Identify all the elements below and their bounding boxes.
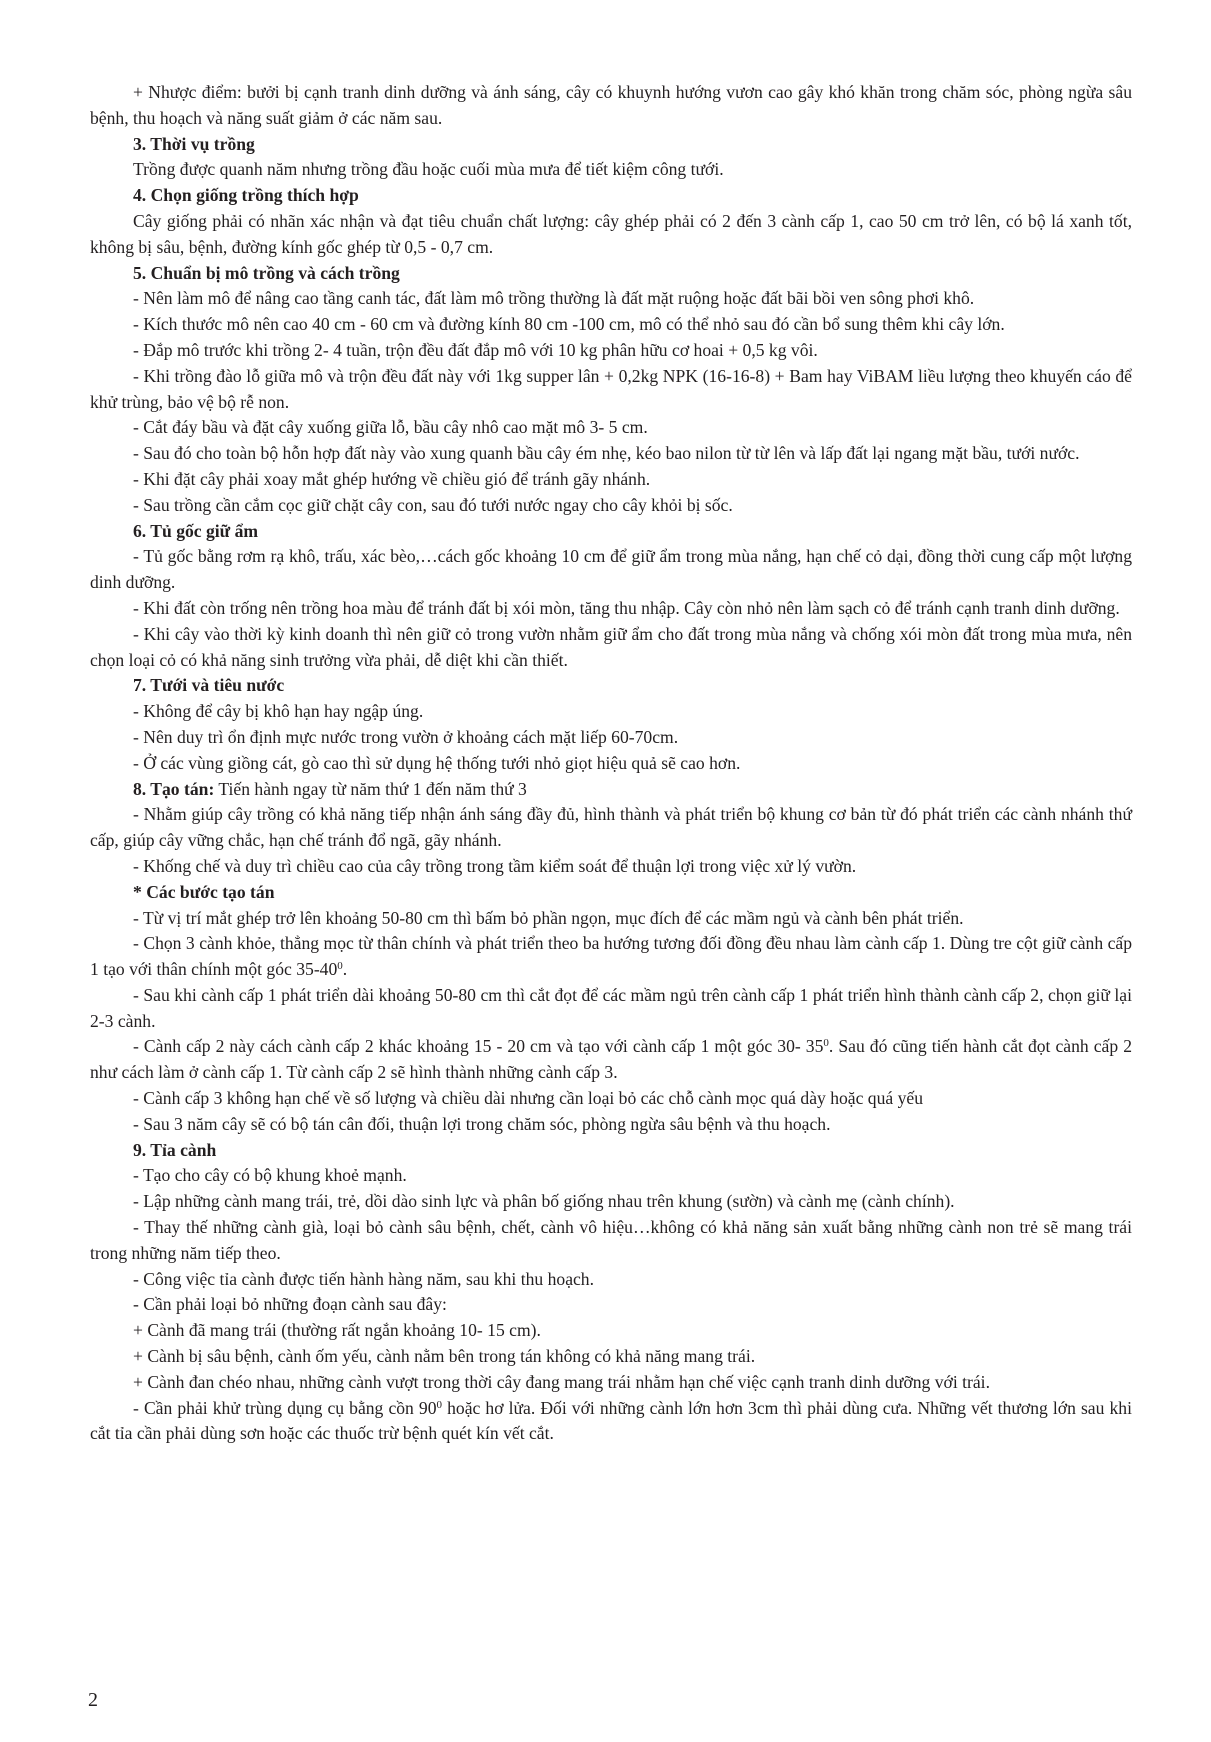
- body-paragraph: - Khi đất còn trống nên trồng hoa màu để tránh đất bị xói mòn, tăng thu nhập. Cây còn nhỏ nên làm sạch cỏ để tránh cạnh tranh dinh dưỡng.: [133, 597, 1120, 618]
- body-paragraph: - Lập những cành mang trái, trẻ, dồi dào sinh lực và phân bố giống nhau trên khung (sườn) và cành mẹ (cành chính).: [133, 1191, 955, 1212]
- body-paragraph: [90, 931, 1132, 983]
- body-paragraph: Trồng được quanh năm nhưng trồng đầu hoặc cuối mùa mưa để tiết kiệm công tưới.: [133, 159, 724, 180]
- paragraph-text: - Cần phải khử trùng dụng cụ bằng cồn 90: [133, 1397, 437, 1418]
- section-heading-text: Tiến hành ngay từ năm thứ 1 đến năm thứ 3: [214, 778, 527, 799]
- body-paragraph: [90, 1034, 1132, 1086]
- paragraph-text: - Cành cấp 2 này cách cành cấp 2 khác khoảng 15 - 20 cm và tạo với cành cấp 1 một góc 30- 35: [133, 1036, 824, 1057]
- superscript: 0: [823, 1037, 829, 1050]
- body-paragraph: - Nên làm mô để nâng cao tầng canh tác, đất làm mô trồng thường là đất mặt ruộng hoặc đất bãi bồi ven sông phơi khô.: [133, 288, 975, 309]
- body-paragraph: - Thay thế những cành già, loại bỏ cành sâu bệnh, chết, cành vô hiệu…không có khả năng sản xuất bằng những cành non trẻ sẽ mang trái trong những năm tiếp theo.: [90, 1217, 1132, 1263]
- body-paragraph: - Từ vị trí mắt ghép trở lên khoảng 50-80 cm thì bấm bỏ phần ngọn, mục đích để các mầm ngủ và cành bên phát triển.: [133, 907, 964, 928]
- body-paragraph: - Khi trồng đào lỗ giữa mô và trộn đều đất này với 1kg supper lân + 0,2kg NPK (16-16-8) + Bam hay ViBAM liều lượng theo khuyến cáo để khử trùng, bảo vệ bộ rễ non.: [90, 365, 1132, 412]
- body-paragraph: - Khi cây vào thời kỳ kinh doanh thì nên giữ cỏ trong vườn nhằm giữ ẩm cho đất trong mùa nắng và chống xói mòn đất trong mùa mưa, nên chọn loại cỏ có khả năng sinh trưởng vừa phải, dễ diệt khi cần thiết.: [90, 623, 1132, 670]
- body-paragraph: - Nhằm giúp cây trồng có khả năng tiếp nhận ánh sáng đầy đủ, hình thành và phát triển bộ khung cơ bản từ đó phát triển các cành nhánh thứ cấp, giúp cây vững chắc, hạn chế tránh đổ ngã, gãy nhánh.: [90, 804, 1132, 851]
- body-paragraph: - Cành cấp 3 không hạn chế về số lượng và chiều dài nhưng cần loại bỏ các chỗ cành mọc quá dày hoặc quá yếu: [133, 1088, 924, 1109]
- section-heading: 7. Tưới và tiêu nước: [133, 675, 285, 696]
- section-heading-label: 8. Tạo tán:: [133, 778, 215, 799]
- body-paragraph: - Tạo cho cây có bộ khung khoẻ mạnh.: [133, 1165, 407, 1186]
- body-paragraph: - Đắp mô trước khi trồng 2- 4 tuần, trộn đều đất đắp mô với 10 kg phân hữu cơ hoai + 0,5 kg vôi.: [133, 339, 818, 360]
- paragraph-text-continued: hoặc hơ lửa. Đối với những cành lớn hơn 3cm thì phải dùng cưa. Những vết thương lớn sau khi cắt tỉa cần phải dùng sơn hoặc các thuốc trừ bệnh quét kín vết cắt.: [90, 1397, 1132, 1444]
- body-paragraph: + Cành đan chéo nhau, những cành vượt trong thời cây đang mang trái nhằm hạn chế việc cạnh tranh dinh dưỡng với trái.: [133, 1371, 990, 1392]
- body-paragraph: - Khi đặt cây phải xoay mắt ghép hướng về chiều gió để tránh gãy nhánh.: [133, 468, 651, 489]
- body-paragraph: - Sau đó cho toàn bộ hỗn hợp đất này vào xung quanh bầu cây ém nhẹ, kéo bao nilon từ từ lên và lấp đất lại ngang mặt bầu, tưới nước.: [133, 443, 1080, 464]
- section-heading: * Các bước tạo tán: [133, 881, 275, 902]
- body-paragraph: - Kích thước mô nên cao 40 cm - 60 cm và đường kính 80 cm -100 cm, mô có thể nhỏ sau đó cần bổ sung thêm khi cây lớn.: [133, 314, 1005, 335]
- body-paragraph: Cây giống phải có nhãn xác nhận và đạt tiêu chuẩn chất lượng: cây ghép phải có 2 đến 3 cành cấp 1, cao 50 cm trở lên, có bộ lá xanh tốt, không bị sâu, bệnh, đường kính gốc ghép từ 0,5 - 0,7 cm.: [90, 210, 1132, 257]
- body-paragraph: - Sau khi cành cấp 1 phát triển dài khoảng 50-80 cm thì cắt đọt để các mầm ngủ trên cành cấp 1 phát triển hình thành cành cấp 2, chọn giữ lại 2-3 cành.: [90, 984, 1132, 1031]
- body-paragraph: - Cần phải loại bỏ những đoạn cành sau đây:: [133, 1294, 447, 1315]
- superscript: 0: [337, 960, 343, 973]
- page-number: 2: [88, 1689, 98, 1711]
- body-paragraph: - Sau 3 năm cây sẽ có bộ tán cân đối, thuận lợi trong chăm sóc, phòng ngừa sâu bệnh và thu hoạch.: [133, 1113, 831, 1134]
- body-paragraph: - Khống chế và duy trì chiều cao của cây trồng trong tầm kiểm soát để thuận lợi trong việc xử lý vườn.: [133, 855, 857, 876]
- body-paragraph: - Nên duy trì ổn định mực nước trong vườn ở khoảng cách mặt liếp 60-70cm.: [133, 726, 679, 747]
- body-paragraph: - Tủ gốc bằng rơm rạ khô, trấu, xác bèo,…cách gốc khoảng 10 cm để giữ ẩm trong mùa nắng, hạn chế cỏ dại, đồng thời cung cấp một lượng dinh dưỡng.: [90, 546, 1132, 593]
- superscript: 0: [436, 1398, 443, 1411]
- section-heading: 6. Tủ gốc giữ ẩm: [133, 520, 259, 541]
- body-paragraph: - Ở các vùng giồng cát, gò cao thì sử dụng hệ thống tưới nhỏ giọt hiệu quả sẽ cao hơn.: [133, 752, 741, 773]
- body-paragraph: - Không để cây bị khô hạn hay ngập úng.: [133, 701, 424, 722]
- body-paragraph: + Cành bị sâu bệnh, cành ốm yếu, cành nằm bên trong tán không có khả năng mang trái.: [133, 1346, 756, 1367]
- page-body: [90, 80, 1132, 1447]
- body-paragraph: + Nhược điểm: bưởi bị cạnh tranh dinh dưỡng và ánh sáng, cây có khuynh hướng vươn cao gây khó khăn trong chăm sóc, phòng ngừa sâu bệnh, thu hoạch và năng suất giảm ở các năm sau.: [90, 82, 1132, 128]
- body-paragraph: - Công việc tỉa cành được tiến hành hàng năm, sau khi thu hoạch.: [133, 1268, 595, 1289]
- body-paragraph: + Cành đã mang trái (thường rất ngắn khoảng 10- 15 cm).: [133, 1320, 541, 1341]
- paragraph-text-continued: . Sau đó cũng tiến hành cắt đọt cành cấp 2 như cách làm ở cành cấp 1. Từ cành cấp 2 sẽ hình thành những cành cấp 3.: [90, 1036, 1133, 1083]
- section-heading-with-text: [90, 777, 1132, 803]
- body-paragraph: - Cắt đáy bầu và đặt cây xuống giữa lỗ, bầu cây nhô cao mặt mô 3- 5 cm.: [133, 417, 648, 438]
- section-heading: 9. Tỉa cành: [133, 1139, 217, 1160]
- section-heading: 5. Chuẩn bị mô trồng và cách trồng: [133, 262, 400, 283]
- paragraph-text: - Chọn 3 cành khỏe, thẳng mọc từ thân chính và phát triển theo ba hướng tương đối đồng đều nhau làm cành cấp 1. Dùng tre cột giữ cành cấp 1 tạo với thân chính một góc 35-40: [90, 933, 1132, 980]
- body-paragraph: - Sau trồng cần cắm cọc giữ chặt cây con, sau đó tưới nước ngay cho cây khỏi bị sốc.: [133, 494, 733, 515]
- body-paragraph: [90, 1396, 1132, 1448]
- paragraph-text-continued: .: [342, 959, 348, 980]
- section-heading: 4. Chọn giống trồng thích hợp: [133, 185, 359, 206]
- section-heading: 3. Thời vụ trồng: [133, 133, 255, 154]
